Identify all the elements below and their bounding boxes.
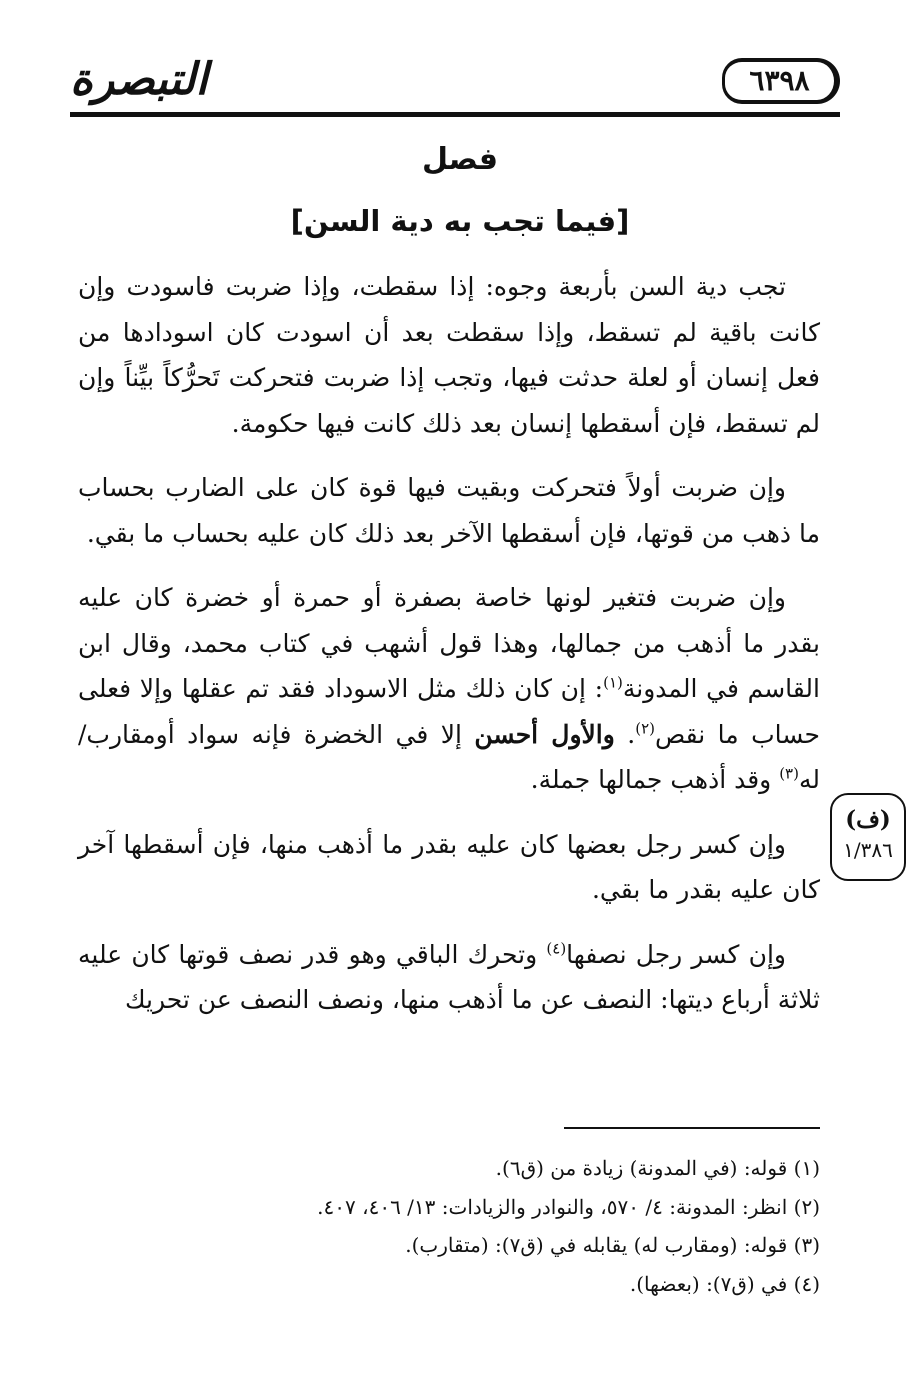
header-rule — [70, 112, 840, 117]
page-header — [70, 52, 840, 122]
paragraph-3-text-d: إلا في الخضرة فإنه سواد أومقارب/ له — [78, 719, 820, 794]
footnotes — [80, 1149, 820, 1303]
margin-note-ref: (ف) — [845, 806, 891, 833]
paragraph-1: تجب دية السن بأربعة وجوه: إذا سقطت، وإذا ضربت فاسودت وإن كانت باقية لم تسقط، وإذا سقطت بعد أن اسودت كان اسودادها من فعل إنسان أو لعلة حدثت فيها، وتجب إذا ضربت فتحركت تَحرُّكاً بيِّناً وإن لم تسقط، فإن أسقطها إنسان بعد ذلك كانت فيها حكومة. — [78, 272, 820, 438]
paragraph-5-text-a: وإن كسر رجل نصفها — [566, 939, 786, 969]
paragraph-3-text-c: . — [614, 719, 636, 749]
footnote-separator — [564, 1127, 820, 1129]
footnote-ref-1[interactable]: (١) — [603, 673, 623, 692]
footnote-ref-3[interactable]: (٣) — [779, 764, 799, 783]
margin-folio-note — [830, 793, 906, 881]
footnote-4: (٤) في (ق٧): (بعضها). — [629, 1271, 820, 1296]
book-title: التبصرة — [70, 54, 208, 105]
footnote-3: (٣) قوله: (ومقارب له) يقابله في (ق٧): (متقارب). — [405, 1233, 820, 1257]
paragraph-2: وإن ضربت أولاً فتحركت وبقيت فيها قوة كان على الضارب بحساب ما ذهب من قوتها، فإن أسقطها الآخر بعد ذلك كان عليه بحساب ما بقي. — [78, 473, 820, 548]
paragraph-3-bold-phrase: والأول أحسن — [474, 719, 615, 749]
paragraph-3-text-a: وإن ضربت فتغير لونها خاصة بصفرة أو حمرة أو خضرة كان عليه بقدر ما أذهب من جمالها، وهذا قول أشهب في كتاب محمد، وقال ابن القاسم في المدونة — [78, 583, 820, 703]
paragraph-3-text-b: : إن كان ذلك مثل الاسوداد فقد تم عقلها وإلا فعلى حساب ما نقص — [78, 674, 820, 749]
footnote-2: (٢) انظر: المدونة: ٤/ ٥٧٠، والنوادر والزيادات: ١٣/ ٤٠٦، ٤٠٧. — [317, 1194, 820, 1219]
margin-note-folio: ١/٣٨٦ — [843, 838, 893, 862]
page-number-frame — [722, 58, 840, 104]
footnote-ref-2[interactable]: (٢) — [635, 719, 655, 738]
paragraph-5-text-b: وتحرك الباقي وهو قدر نصف قوتها كان عليه ثلاثة أرباع ديتها: النصف عن ما أذهب منها، ونصف النصف عن تحريك — [78, 939, 820, 1014]
paragraph-3-text-e: وقد أذهب جمالها جملة. — [530, 765, 780, 794]
footnote-1: (١) قوله: (في المدونة) زيادة من (ق٦). — [495, 1156, 820, 1180]
paragraph-4: وإن كسر رجل بعضها كان عليه بقدر ما أذهب منها، فإن أسقطها آخر كان عليه بقدر ما بقي. — [78, 829, 820, 904]
section-subtitle: [فيما تجب به دية السن] — [290, 204, 630, 238]
page-number: ٦٣٩٨ — [749, 64, 810, 97]
paragraph-3 — [78, 575, 820, 803]
paragraph-5 — [78, 932, 820, 1023]
section-heading: فصل — [422, 142, 498, 177]
footnote-ref-4[interactable]: (٤) — [546, 939, 567, 958]
body-text — [78, 264, 820, 1042]
